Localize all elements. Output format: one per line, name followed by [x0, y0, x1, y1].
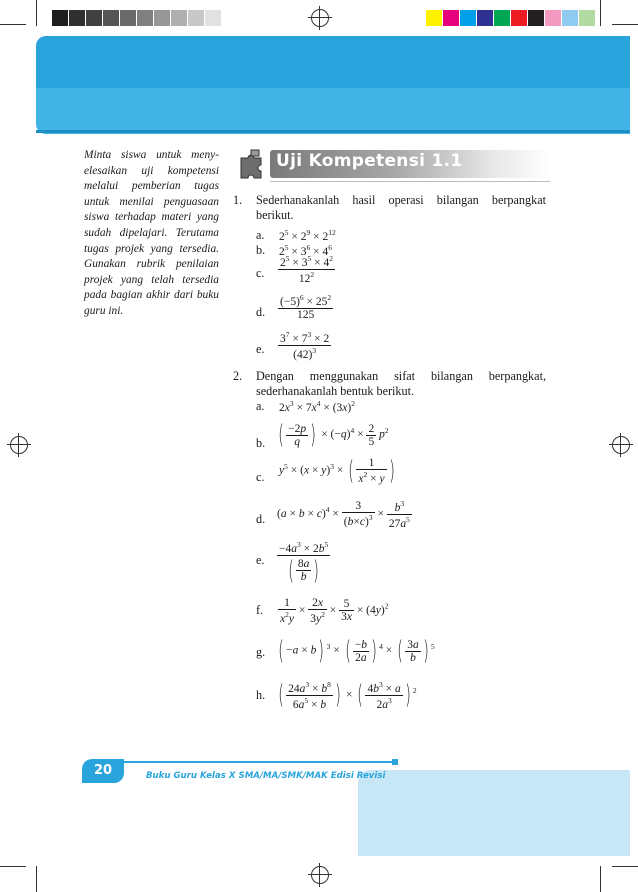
crop-mark	[0, 24, 26, 25]
color-swatch	[494, 10, 511, 26]
question-text: Sederhanakanlah hasil operasi bilangan berpangkat berikut.	[256, 193, 546, 222]
page-number: 20	[82, 759, 124, 783]
item-label: d.	[256, 512, 266, 526]
crop-mark	[0, 866, 26, 867]
registration-mark-icon	[311, 9, 329, 27]
item-label: b.	[256, 243, 266, 257]
footer-rule-end	[392, 759, 398, 765]
math-expression: ( −a × b) $^3$ × ( $\frac{-b}{2a}$ ) $^4$ × ( $\frac{3a}{b}$ ) $^5$	[278, 636, 435, 666]
item-label: e.	[256, 553, 265, 567]
item-label: c.	[256, 266, 265, 280]
item-label: b.	[256, 436, 266, 450]
math-expression: $\frac{(-5)^6 \times 25^2}{125}$	[280, 293, 332, 321]
math-expression: $\frac{2^5 \times 3^5 \times 4^2}{12^2}$	[280, 254, 333, 285]
math-expression: $\frac{3^7 \times 7^3 \times 2}{(42)^3}$	[280, 330, 330, 361]
header-band-rule	[36, 130, 630, 133]
crop-mark	[612, 24, 638, 25]
gray-swatch	[188, 10, 205, 26]
item-label: f.	[256, 603, 264, 617]
registration-mark-icon	[311, 866, 329, 884]
crop-mark	[36, 866, 37, 892]
color-swatch	[443, 10, 460, 26]
color-swatch	[545, 10, 562, 26]
item-label: h.	[256, 688, 266, 702]
gray-swatch	[69, 10, 86, 26]
color-swatch-bar	[426, 10, 596, 26]
gray-swatch	[103, 10, 120, 26]
math-expression: $2^5 \times 2^9 \times 2^{12}$	[279, 228, 336, 243]
item-label: e.	[256, 342, 265, 356]
question-number: 2.	[233, 369, 243, 383]
math-expression: $\frac{1}{x^2y}$ × $\frac{2x}{3y^2}$ × $\frac{5}{3x}$ × $(4y)^2$	[280, 597, 389, 625]
item-label: g.	[256, 645, 266, 659]
heading-rule	[270, 181, 550, 182]
math-expression: $y^5 \times (x \times y)^3$ × ( $\frac{1}{x^2 \times y}$ )	[279, 456, 395, 486]
item-label: a.	[256, 228, 265, 242]
color-swatch	[477, 10, 494, 26]
teacher-note: Minta siswa untuk meny-elesaikan uji kompetensi melalui pemberian tugas untuk menilai penguasaan siswa terhadap materi yang sudah dipelajari. Terutama tugas projek yang tersedia. Gunakan rubrik penilaian projek yang telah tersedia pada bagian akhir dari buku guru ini.	[84, 149, 219, 317]
question-text: Dengan menggunakan sifat bilangan berpangkat, sederhanakanlah bentuk berikut.	[256, 369, 546, 398]
registration-mark-icon	[612, 436, 630, 454]
item-label: c.	[256, 470, 265, 484]
gray-swatch-bar	[52, 10, 222, 26]
math-expression: $(a \times b \times c)^4$ × $\frac{3}{(b\times c)^3}$ × $\frac{b^3}{27a^5}$	[277, 499, 410, 530]
color-swatch	[562, 10, 579, 26]
gray-swatch	[120, 10, 137, 26]
item-label: a.	[256, 399, 265, 413]
color-swatch	[579, 10, 596, 26]
gray-swatch	[154, 10, 171, 26]
section-heading: Uji Kompetensi 1.1	[276, 151, 463, 171]
math-expression: $2x^3 \times 7x^4 \times (3x)^2$	[279, 399, 355, 414]
math-expression: ( $\frac{-2p}{q}$ ) × $(-q)^4$ × $\frac{2}{5}$ $p^2$	[278, 420, 389, 450]
question-number: 1.	[233, 193, 243, 207]
color-swatch	[460, 10, 477, 26]
gray-swatch	[137, 10, 154, 26]
gray-swatch	[86, 10, 103, 26]
footer-rule	[124, 761, 395, 763]
footer-decor-block	[358, 770, 630, 856]
color-swatch	[528, 10, 545, 26]
math-expression: $-4a^3 \times 2b^5$ ( $\frac{8a}{b}$ )	[279, 540, 329, 586]
math-expression: $2^5 \times 3^6 \times 4^6$	[279, 243, 332, 258]
item-label: d.	[256, 305, 266, 319]
crop-mark	[600, 866, 601, 892]
gray-swatch	[171, 10, 188, 26]
gray-swatch	[52, 10, 69, 26]
crop-mark	[612, 866, 638, 867]
math-expression: ( $\frac{24a^3 \times b^8}{6a^5 \times b}$ ) × ( $\frac{4b^3 \times a}{2a^3}$ ) $^2$	[278, 680, 417, 711]
crop-mark	[600, 0, 601, 26]
color-swatch	[426, 10, 443, 26]
gray-swatch	[205, 10, 222, 26]
book-title: Buku Guru Kelas X SMA/MA/SMK/MAK Edisi Revisi	[146, 771, 386, 781]
color-swatch	[511, 10, 528, 26]
registration-mark-icon	[10, 436, 28, 454]
header-band-lower	[36, 88, 630, 134]
crop-mark	[36, 0, 37, 26]
puzzle-icon	[237, 148, 269, 180]
